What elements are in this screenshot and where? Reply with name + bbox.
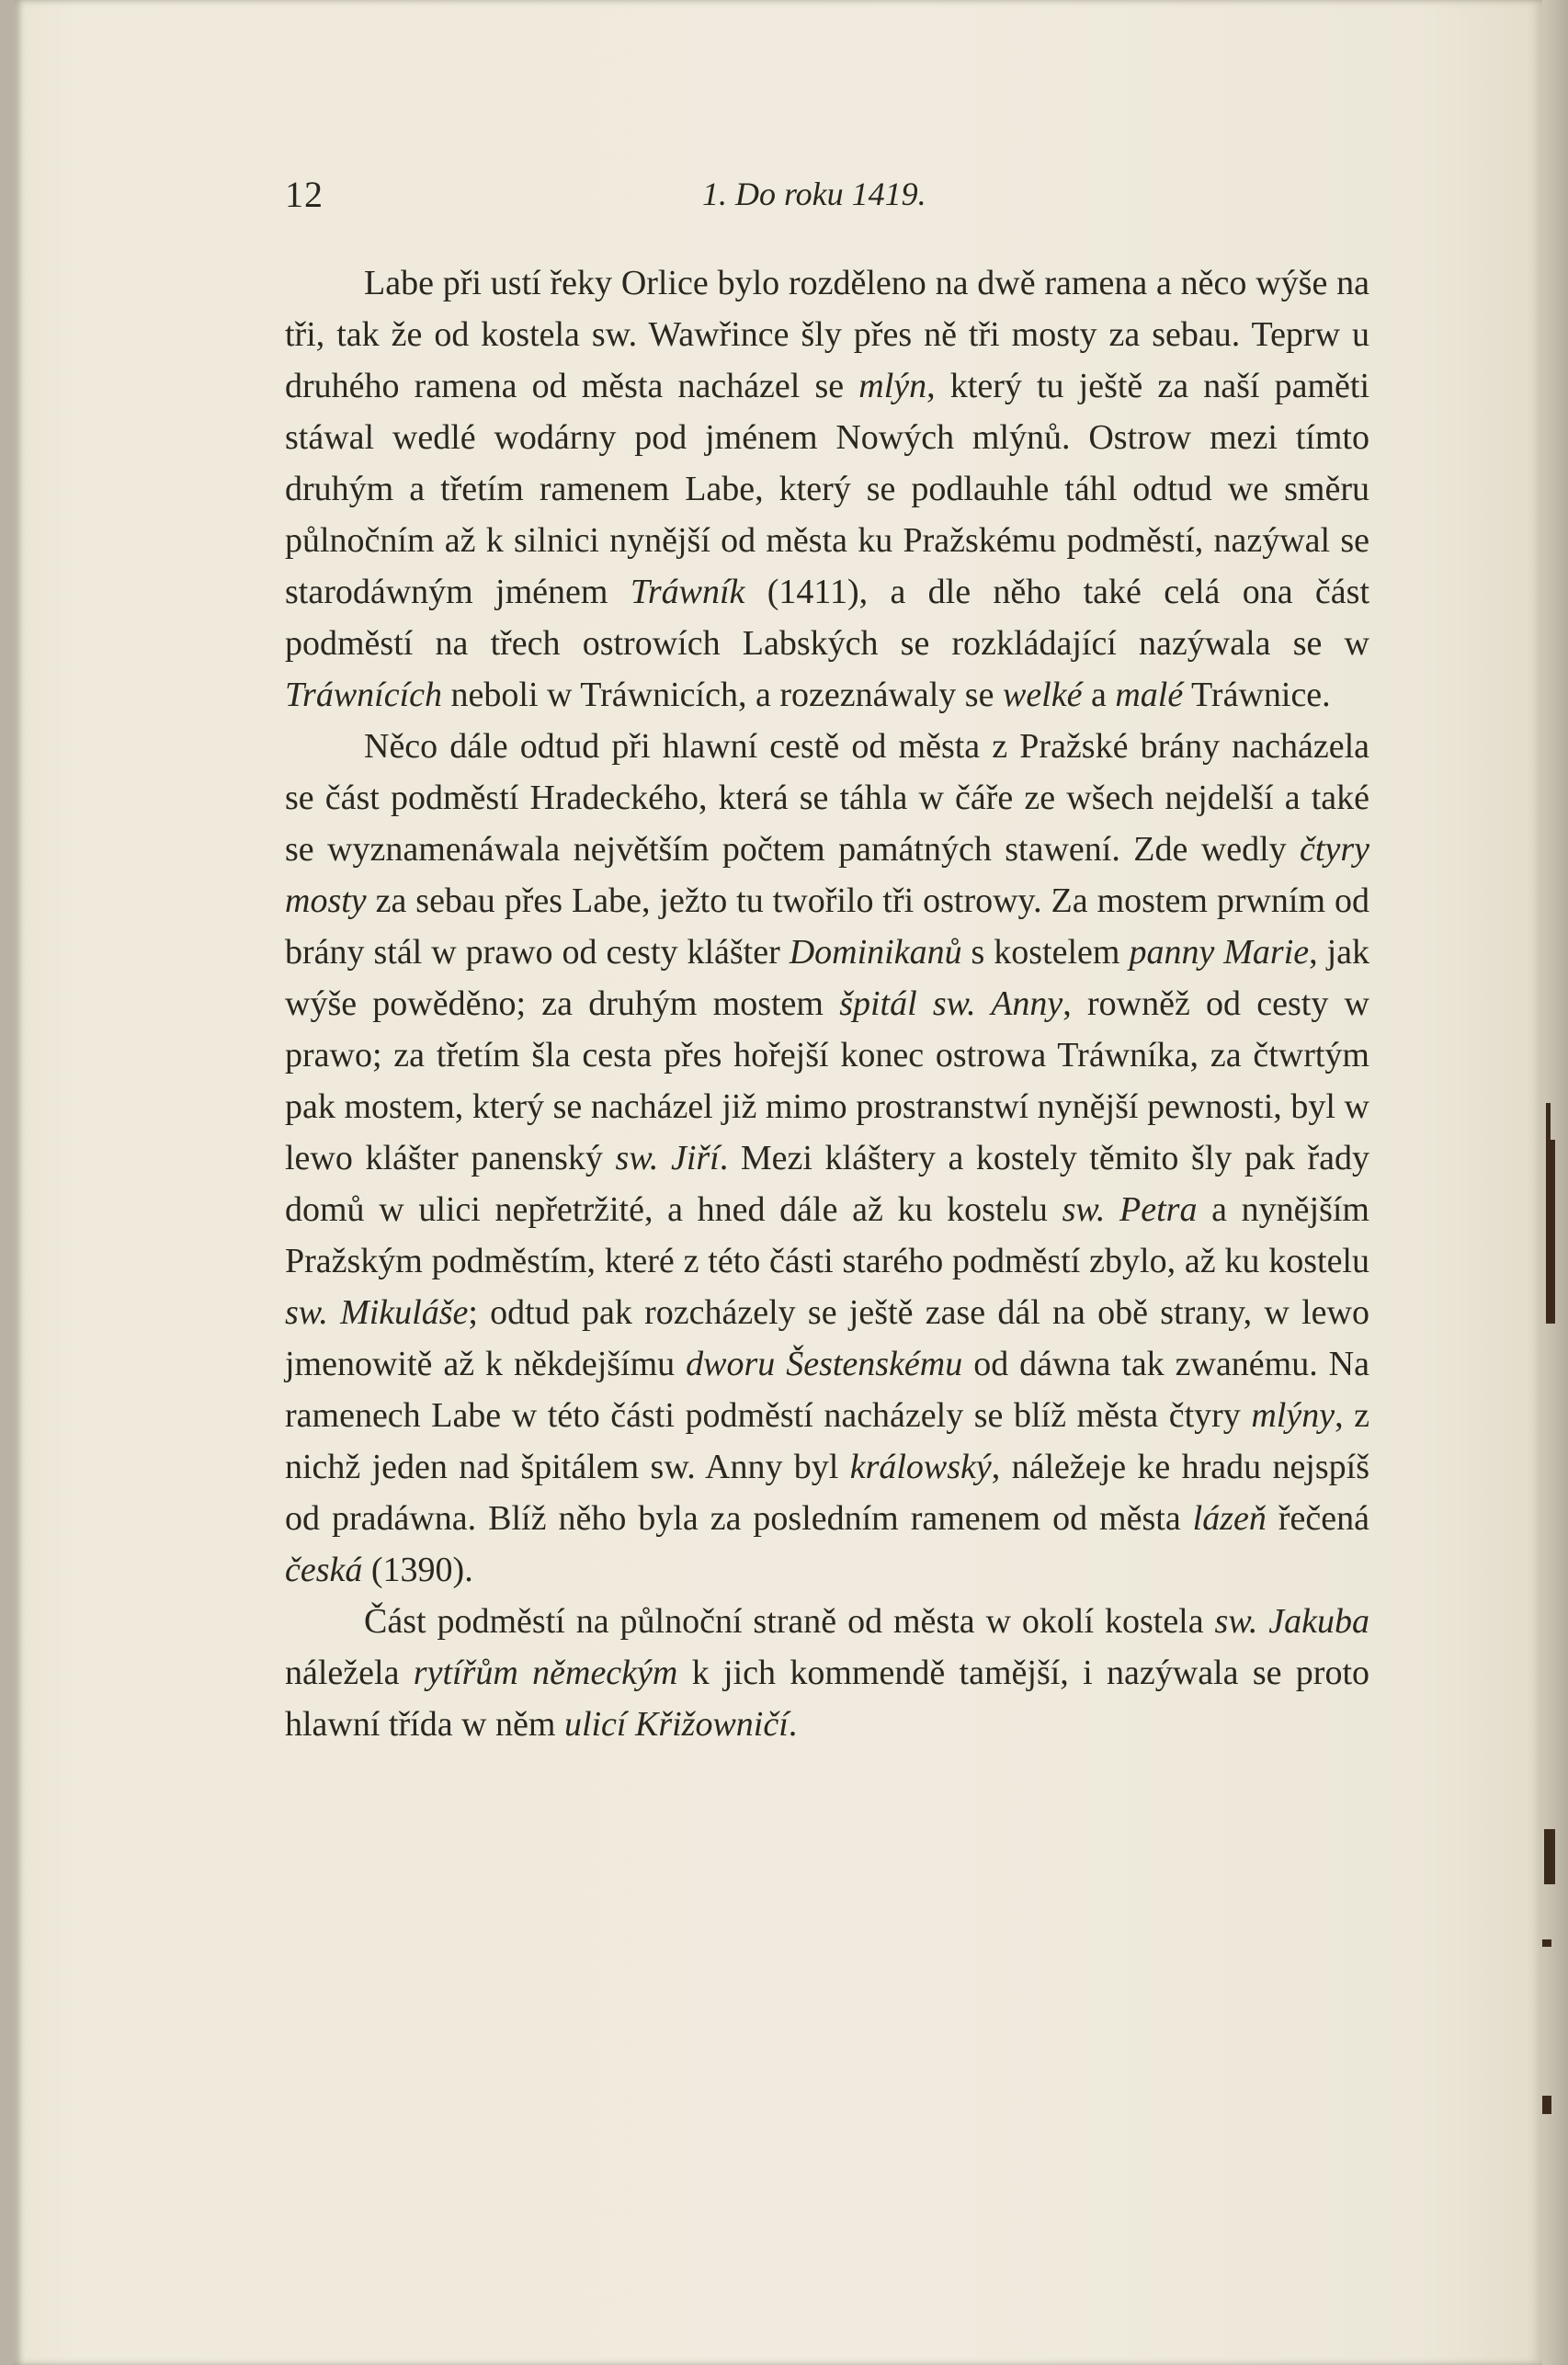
text-run: . Mezi kláštery a kostely těmito šly pak řady domů w ulici nepřetržité, a hned dále až ku kostelu	[285, 1139, 1369, 1229]
text-run: , náležeje ke hradu nejspíš od pradáwna. Blíž něho byla za posledním ramenem od města	[285, 1448, 1370, 1538]
page-number: 12	[285, 174, 324, 215]
text-run: .	[788, 1705, 798, 1744]
italic-text-run: Tráwnících	[285, 676, 443, 714]
italic-text-run: králowský	[849, 1448, 992, 1486]
italic-text-run: česká	[285, 1551, 363, 1589]
text-run: za sebau přes Labe, ježto tu twořilo tři ostrowy. Za mostem prwním od brány stál w prawo od cesty klášter	[285, 881, 1369, 972]
text-run: , který tu ještě za naší paměti stáwal wedlé wodárny pod jménem Nowých mlýnů. Ostrow mezi tímto druhým a třetím ramenem Labe, který se podlauhle táhl odtud we směru půlnočním až k silnici nynější od města ku Pražskému podměstí, nazýwal se starodáwným jménem	[285, 367, 1370, 611]
spine-mark	[1546, 1140, 1555, 1324]
text-run: ; odtud pak rozcházely se ještě zase dál na obě strany, w lewo jmenowitě až k někdejšímu	[285, 1293, 1369, 1383]
italic-text-run: mlýny	[1251, 1396, 1335, 1435]
italic-text-run: sw. Mikuláše	[285, 1293, 469, 1332]
italic-text-run: panny Marie	[1129, 933, 1310, 972]
text-run: Labe při ustí řeky Orlice bylo rozděleno na dwě ramena a něco wýše na tři, tak že od kostela sw. Wawřince šly přes ně tři mosty za sebau. Teprw u druhého ramena od města nacházel se	[285, 264, 1369, 405]
paragraph	[285, 721, 1369, 1596]
text-run: s kostelem	[961, 933, 1130, 972]
italic-text-run: dworu Šestenskému	[686, 1345, 963, 1383]
italic-text-run: sw. Petra	[1062, 1190, 1198, 1229]
book-page	[13, 0, 1542, 2365]
body-text	[285, 257, 1369, 1750]
paragraph	[285, 257, 1369, 721]
italic-text-run: ulicí Křižowničí	[563, 1705, 789, 1744]
book-spine-edge	[1542, 0, 1568, 2365]
italic-text-run: Tráwník	[630, 573, 745, 611]
paragraph	[285, 1596, 1369, 1750]
italic-text-run: sw. Jiří	[615, 1139, 720, 1177]
page-header	[285, 173, 1369, 228]
spine-mark	[1542, 1939, 1551, 1947]
text-run: (1411), a dle něho také celá ona část podměstí na třech ostrowích Labských se rozkládající nazýwala se w	[285, 573, 1370, 663]
italic-text-run: rytířům německým	[413, 1654, 678, 1692]
text-run: , z nichž jeden nad špitálem sw. Anny byl	[285, 1396, 1369, 1486]
running-title: 1. Do roku 1419.	[702, 176, 926, 212]
spine-mark	[1542, 2096, 1551, 2114]
spine-mark	[1544, 1829, 1555, 1884]
text-run: a	[1082, 676, 1116, 714]
text-run: Tráwnice.	[1183, 676, 1331, 714]
text-run: neboli w Tráwnicích, a rozeznáwaly se	[442, 676, 1003, 714]
text-run: , jak wýše powěděno; za druhým mostem	[285, 933, 1369, 1023]
italic-text-run: Dominikanů	[789, 933, 962, 972]
italic-text-run: sw. Jakuba	[1214, 1602, 1370, 1641]
italic-text-run: malé	[1115, 676, 1184, 714]
italic-text-run: mlýn	[858, 367, 927, 405]
italic-text-run: čtyry mosty	[285, 830, 1369, 920]
text-run: , rowněž od cesty w prawo; za třetím šla cesta přes hořejší konec ostrowa Tráwníka, za čtwrtým pak mostem, který se nacházel již mimo prostranstwí nynější pewnosti, byl w lewo klášter panenský	[285, 984, 1370, 1177]
italic-text-run: lázeň	[1192, 1499, 1267, 1538]
text-run: Část podměstí na půlnoční straně od města w okolí kostela	[364, 1602, 1215, 1641]
text-run: Něco dále odtud při hlawní cestě od města z Pražské brány nacházela se část podměstí Hradeckého, která se táhla w čáře ze wšech nejdelší a také se wyznamenáwala největším počtem památných stawení. Zde wedly	[285, 727, 1369, 869]
text-run: řečená	[1266, 1499, 1369, 1538]
text-run: (1390).	[362, 1551, 473, 1589]
text-run: od dáwna tak zwanému. Na ramenech Labe w této části podměstí nacházely se blíž města čtyry	[285, 1345, 1369, 1435]
italic-text-run: špitál sw. Anny	[839, 984, 1063, 1023]
text-run: náležela	[285, 1654, 414, 1692]
text-run: k jich kommendě tamější, i nazýwala se proto hlawní třída w něm	[285, 1654, 1370, 1744]
italic-text-run: welké	[1002, 676, 1083, 714]
text-run: a nynějším Pražským podměstím, které z této části starého podměstí zbylo, až ku kostelu	[285, 1190, 1369, 1280]
